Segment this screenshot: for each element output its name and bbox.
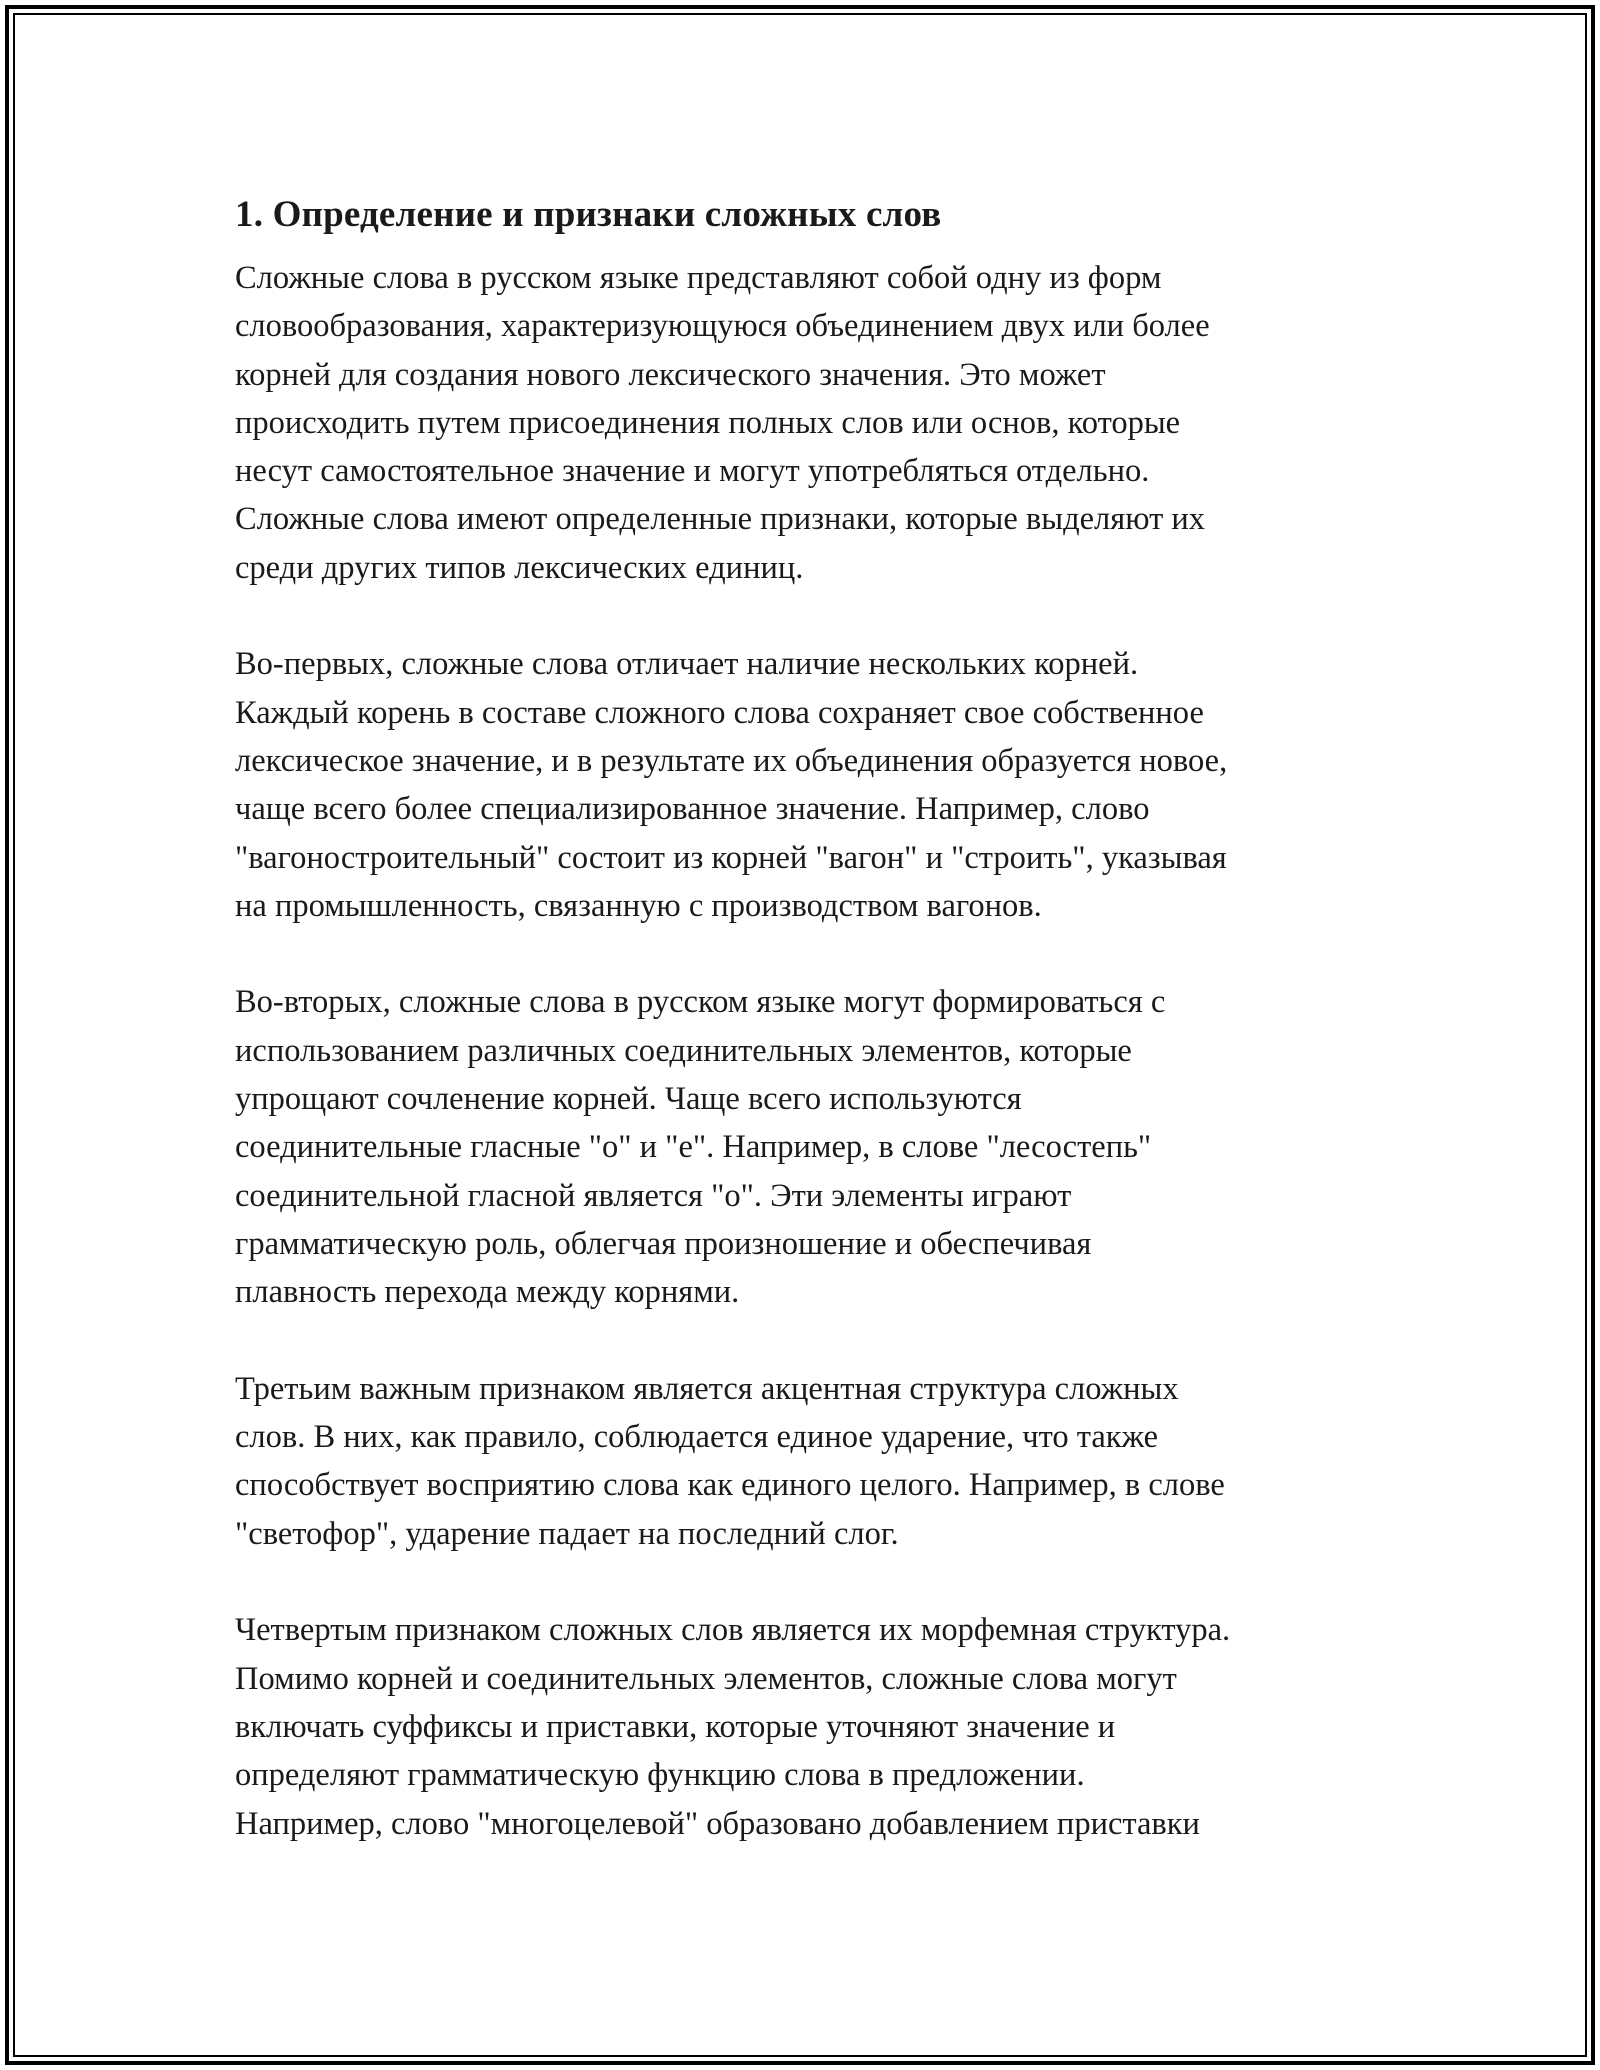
paragraph-fourth-sign: Четвертым признаком сложных слов является их морфемная структура. Помимо корней и соединительных элементов, сложные слова могут включать суффиксы и приставки, которые уточняют значение и определяют грамматическую функцию слова в предложении. Например, слово "многоцелевой" образовано добавлением приставки (235, 1612, 1231, 1842)
document-body (235, 186, 1375, 1848)
paragraph-intro: Сложные слова в русском языке представляют собой одну из форм словообразования, характеризующуюся объединением двух или более корней для создания нового лексического значения. Это может происходить путем присоединения полных слов или основ, которые несут самостоятельное значение и могут употребляться отдельно. Сложные слова имеют определенные признаки, которые выделяют их среди других типов лексических единиц. (235, 260, 1210, 586)
paragraph-spacer (235, 592, 1375, 640)
paragraph-first-sign: Во-первых, сложные слова отличает наличие нескольких корней. Каждый корень в составе сложного слова сохраняет свое собственное лексическое значение, и в результате их объединения образуется новое, чаще всего более специализированное значение. Например, слово "вагоностроительный" состоит из корней "вагон" и "строить", указывая на промышленность, связанную с производством вагонов. (235, 646, 1228, 924)
paragraph-third-sign: Третьим важным признаком является акцентная структура сложных слов. В них, как правило, соблюдается единое ударение, что также способствует восприятию слова как единого целого. Например, в слове "светофор", ударение падает на последний слог. (235, 1370, 1225, 1552)
paragraph-spacer (235, 1558, 1375, 1606)
paragraph-second-sign: Во-вторых, сложные слова в русском языке могут формироваться с использованием различных соединительных элементов, которые упрощают сочленение корней. Чаще всего используются соединительные гласные "о" и "е". Например, в слове "лесостепь" соединительной гласной является "о". Эти элементы играют грамматическую роль, облегчая произношение и обеспечивая плавность перехода между корнями. (235, 984, 1166, 1311)
paragraph-spacer (235, 930, 1375, 978)
paragraph-spacer (235, 1317, 1375, 1365)
section-heading: 1. Определение и признаки сложных слов (235, 194, 942, 235)
